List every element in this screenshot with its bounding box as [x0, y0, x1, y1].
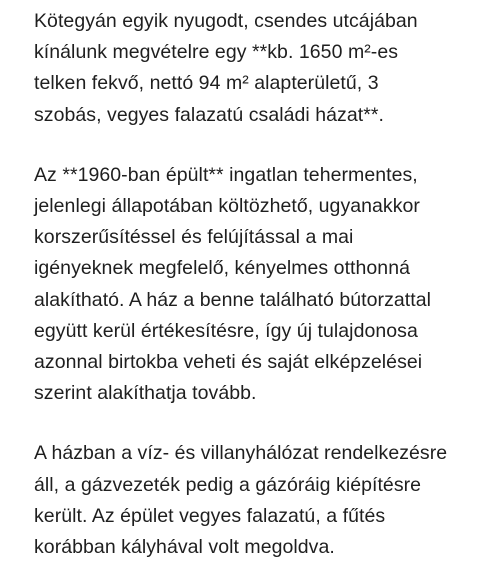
text-line: szerint alakíthatja tovább. — [34, 382, 257, 405]
text-line: szobás, vegyes falazatú családi házat**. — [34, 103, 384, 126]
description-paragraph-1 — [34, 6, 502, 131]
text-line: Az **1960-ban épült** ingatlan tehermentes, — [34, 163, 418, 186]
text-line: együtt kerül értékesítésre, így új tulajdonosa — [34, 319, 418, 342]
text-line: korszerűsítéssel és felújítással a mai — [34, 226, 354, 249]
text-line: A házban a víz- és villanyhálózat rendelkezésre — [34, 442, 448, 465]
text-line: telken fekvő, nettó 94 m² alapterületű, 3 — [34, 72, 379, 95]
text-line: igényeknek megfelelő, kényelmes otthonná — [34, 257, 410, 280]
text-line: korábban kályhával volt megoldva. — [34, 536, 335, 559]
listing-description — [34, 6, 502, 563]
text-line: áll, a gázvezeték pedig a gázóráig kiépítésre — [34, 473, 422, 496]
text-line: került. Az épület vegyes falazatú, a fűtés — [34, 504, 386, 527]
text-line: Kötegyán egyik nyugodt, csendes utcájában — [34, 10, 418, 32]
text-line: azonnal birtokba veheti és saját elképzelései — [34, 351, 423, 374]
description-paragraph-2 — [34, 160, 502, 410]
description-paragraph-3 — [34, 438, 502, 563]
text-line: alakítható. A ház a benne található bútorzattal — [34, 288, 431, 311]
text-line: kínálunk megvételre egy **kb. 1650 m²-es — [34, 41, 399, 64]
text-line: jelenlegi állapotában költözhető, ugyanakkor — [34, 195, 420, 218]
